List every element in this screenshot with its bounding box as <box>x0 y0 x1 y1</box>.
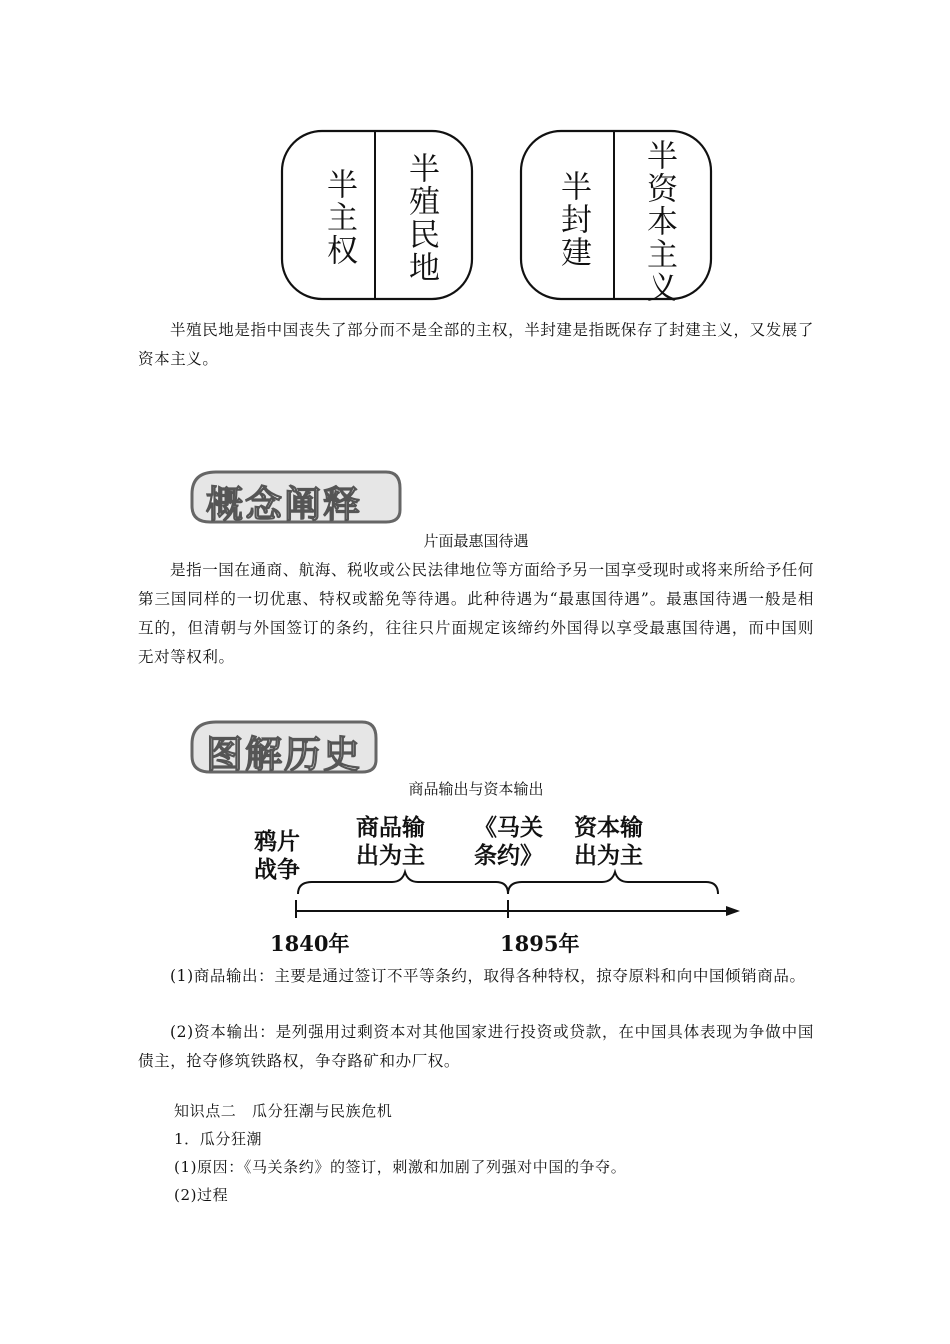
box2-right-text: 半资本主义 <box>641 139 677 304</box>
concept-body: 是指一国在通商、航海、税收或公民法律地位等方面给予另一国享受现时或将来所给予任何第三国同样的一切优惠、特权或豁免等待遇。此种待遇为“最惠国待遇”。最惠国待遇一般是相互的，但清朝与外国签订的条约，往往只片面规定该缔约外国得以享受最惠国待遇，而中国则无对等权利。 <box>138 561 815 666</box>
timeline <box>0 800 950 960</box>
timeline-start-event: 鸦片战争 <box>254 829 300 883</box>
box2-left-text: 半封建 <box>555 170 591 269</box>
concept-term: 片面最惠国待遇 <box>423 532 529 550</box>
knowledge-process: (2)过程 <box>174 1186 229 1204</box>
history-item2: (2)资本输出：是列强用过剩资本对其他国家进行投资或贷款，在中国具体表现为争做中国债主，抢夺修筑铁路权，争夺路矿和办厂权。 <box>138 1023 814 1070</box>
concept-banner <box>186 466 406 526</box>
intro-paragraph: 半殖民地是指中国丧失了部分而不是全部的主权，半封建是指既保存了封建主义，又发展了资本主义。 <box>138 321 815 368</box>
box1-left-text: 半主权 <box>321 168 357 267</box>
timeline-year1: 1840年 <box>270 931 350 956</box>
knowledge-sub1: 1．瓜分狂潮 <box>174 1130 263 1148</box>
timeline-period2: 资本输出为主 <box>574 815 643 869</box>
semi-colonial-diagram <box>0 0 950 310</box>
history-item1: (1)商品输出：主要是通过签订不平等条约，取得各种特权，掠夺原料和向中国倾销商品。 <box>170 967 806 985</box>
knowledge-cause: (1)原因：《马关条约》的签订，刺激和加剧了列强对中国的争夺。 <box>174 1158 627 1176</box>
diagram-frames <box>0 0 950 310</box>
timeline-treaty: 《马关条约》 <box>474 815 543 869</box>
history-banner <box>186 716 382 776</box>
concept-banner-title: 概念阐释 <box>206 483 362 526</box>
history-caption: 商品输出与资本输出 <box>408 780 544 798</box>
timeline-year2: 1895年 <box>500 931 580 956</box>
knowledge-point-heading: 知识点二 瓜分狂潮与民族危机 <box>174 1102 393 1120</box>
box1-right-text: 半殖民地 <box>403 152 439 284</box>
timeline-period1: 商品输出为主 <box>356 815 425 869</box>
history-banner-title: 图解历史 <box>206 733 362 776</box>
